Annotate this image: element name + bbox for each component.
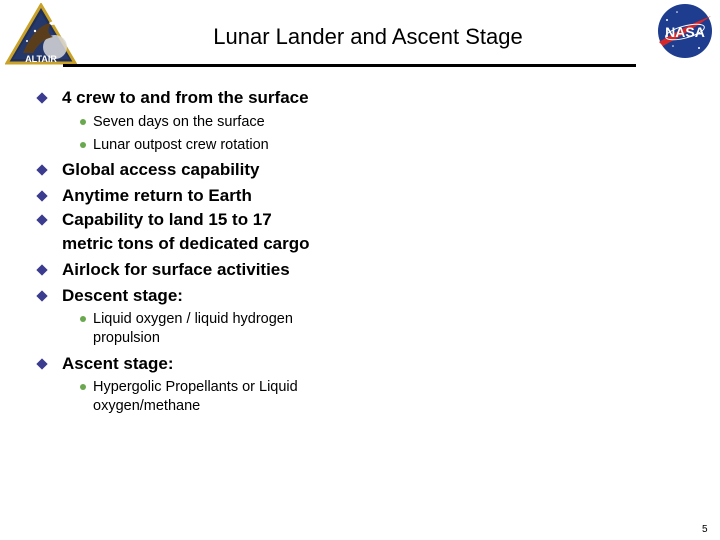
sub-bullet-text: Hypergolic Propellants or Liquid oxygen/methane xyxy=(93,379,298,414)
dot-bullet-icon xyxy=(80,316,86,322)
sub-bullet-text: Lunar outpost crew rotation xyxy=(93,137,269,153)
bullet-text: Anytime return to Earth xyxy=(62,186,252,205)
sub-bullet-text: Liquid oxygen / liquid hydrogen propulsion xyxy=(93,311,293,346)
dot-bullet-icon xyxy=(80,384,86,390)
title-divider xyxy=(63,64,636,67)
nasa-meatball-icon xyxy=(655,2,715,60)
page-number: 5 xyxy=(702,524,708,535)
diamond-bullet-icon xyxy=(36,190,47,201)
diamond-bullet-icon xyxy=(36,264,47,275)
diamond-bullet-icon xyxy=(36,214,47,225)
bullet-text: Ascent stage: xyxy=(62,354,174,373)
bullet-text: Descent stage: xyxy=(62,286,183,305)
bullet-text: 4 crew to and from the surface xyxy=(62,88,309,107)
bullet-text: Airlock for surface activities xyxy=(62,260,290,279)
nasa-logo-text: NASA xyxy=(665,24,705,40)
diamond-bullet-icon xyxy=(36,358,47,369)
altair-logo-icon xyxy=(5,3,77,67)
diamond-bullet-icon xyxy=(36,290,47,301)
dot-bullet-icon xyxy=(80,142,86,148)
slide-title: Lunar Lander and Ascent Stage xyxy=(213,24,523,49)
diamond-bullet-icon xyxy=(36,92,47,103)
bullet-text: Capability to land 15 to 17 metric tons of dedicated cargo xyxy=(62,210,310,253)
altair-logo-text: ALTAIR xyxy=(25,54,57,64)
sub-bullet-text: Seven days on the surface xyxy=(93,114,265,130)
bullet-text: Global access capability xyxy=(62,160,260,179)
dot-bullet-icon xyxy=(80,119,86,125)
diamond-bullet-icon xyxy=(36,164,47,175)
